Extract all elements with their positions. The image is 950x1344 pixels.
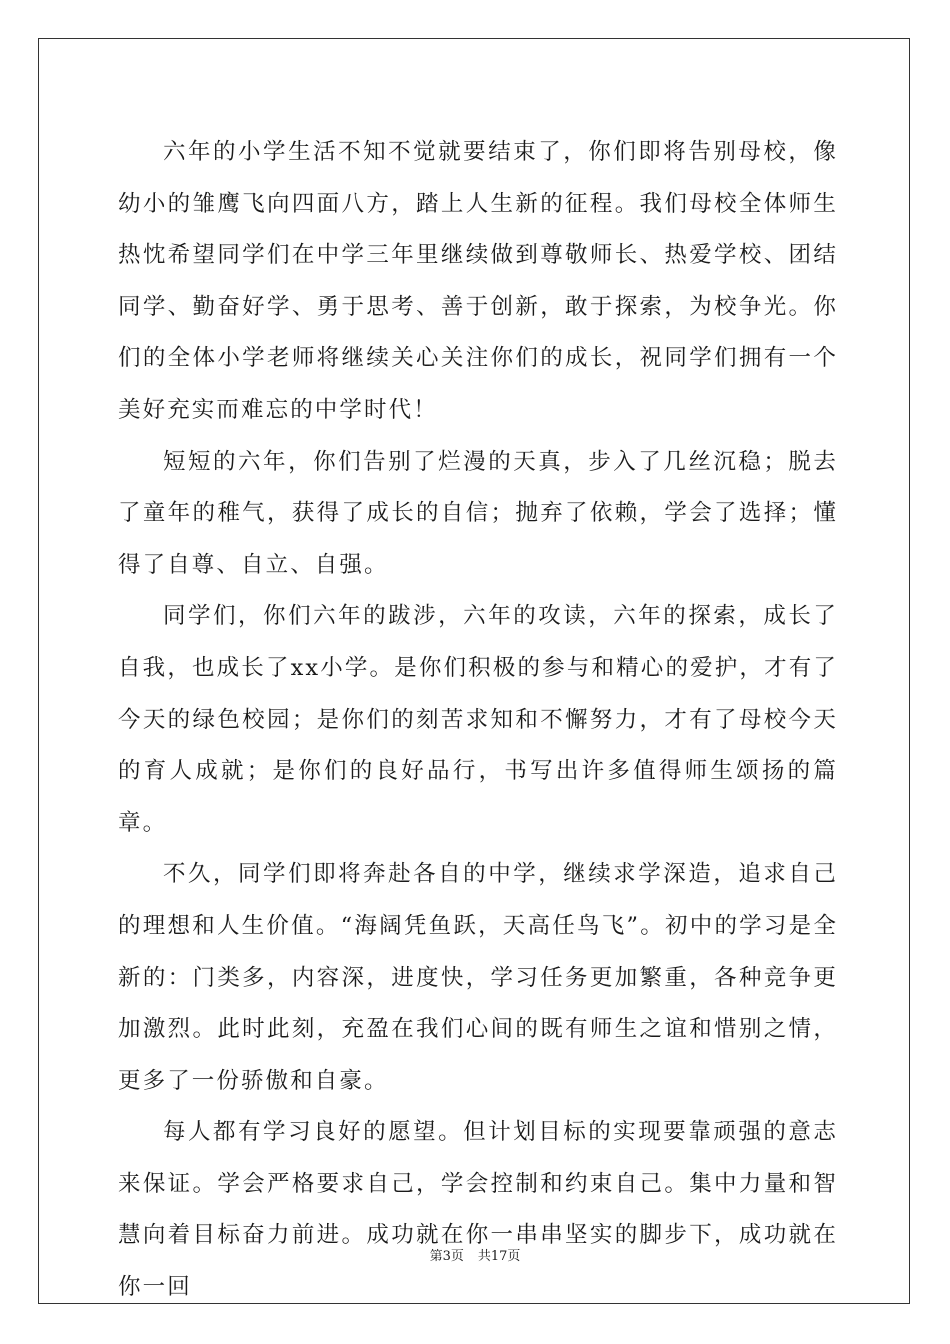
paragraph-1: 六年的小学生活不知不觉就要结束了，你们即将告别母校，像幼小的雏鹰飞向四面八方，踏上人生新的征程。我们母校全体师生热忱希望同学们在中学三年里继续做到尊敬师长、热爱学校、团结同学、勤奋好学、勇于思考、善于创新，敢于探索，为校争光。你们的全体小学老师将继续关心关注你们的成长，祝同学们拥有一个美好充实而难忘的中学时代！	[118, 139, 838, 423]
paragraph-4: 不久，同学们即将奔赴各自的中学，继续求学深造，追求自己的理想和人生价值。“海阔凭鱼跃，天高任鸟飞”。初中的学习是全新的：门类多，内容深，进度快，学习任务更加繁重，各种竞争更加激烈。此时此刻，充盈在我们心间的既有师生之谊和惜别之情，更多了一份骄傲和自豪。	[118, 861, 838, 1094]
page-total: 共17页	[477, 1249, 521, 1264]
document-body	[118, 127, 838, 1314]
paragraph-2: 短短的六年，你们告别了烂漫的天真，步入了几丝沉稳；脱去了童年的稚气，获得了成长的自信；抛弃了依赖，学会了选择；懂得了自尊、自立、自强。	[118, 448, 838, 578]
paragraph-3: 同学们，你们六年的跋涉，六年的攻读，六年的探索，成长了自我，也成长了xx小学。是你们积极的参与和精心的爱护，才有了今天的绿色校园；是你们的刻苦求知和不懈努力，才有了母校今天的育人成就；是你们的良好品行，书写出许多值得师生颂扬的篇章。	[118, 603, 838, 836]
page-number: 第3页	[429, 1249, 464, 1264]
page-footer	[0, 1248, 950, 1266]
paragraph-5: 每人都有学习良好的愿望。但计划目标的实现要靠顽强的意志来保证。学会严格要求自己，学会控制和约束自己。集中力量和智慧向着目标奋力前进。成功就在你一串串坚实的脚步下，成功就在你一回	[118, 1119, 838, 1301]
